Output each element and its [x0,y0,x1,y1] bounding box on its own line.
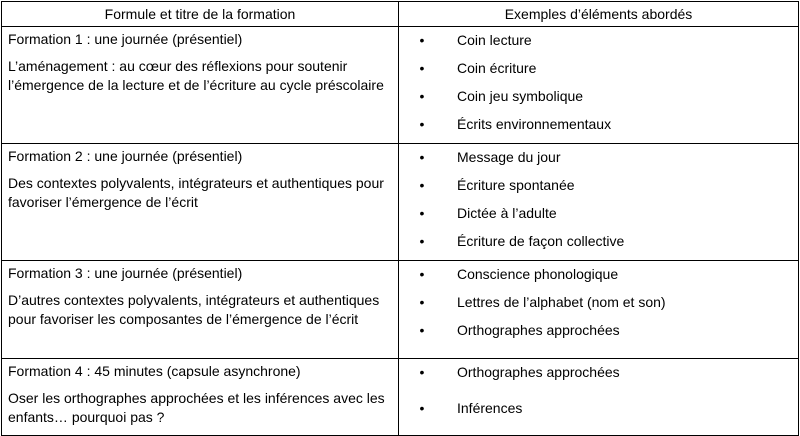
bullet-icon: • [419,322,425,338]
formation-formula: Formation 4 : 45 minutes (capsule asynchrone) [8,363,301,379]
formation-cell [2,359,399,436]
list-item [399,363,798,382]
list-item-label: Coin lecture [457,32,532,48]
examples-cell [399,261,799,359]
list-item [399,232,798,251]
bullet-icon: • [419,32,425,48]
list-item-label: Dictée à l’adulte [457,205,557,221]
bullet-icon: • [419,294,425,310]
list-item [399,59,798,78]
list-item [399,204,798,223]
formation-cell [2,144,399,261]
list-item [399,176,798,195]
list-item [399,399,798,418]
bullet-icon: • [419,233,425,249]
formation-cell [2,261,399,359]
list-item [399,87,798,106]
examples-list [399,148,798,251]
list-item-label: Inférences [457,400,523,416]
examples-list [399,363,798,418]
table-row [2,144,799,261]
header-formula-title: Formule et titre de la formation [2,2,399,27]
list-item-label: Orthographes approchées [457,322,620,338]
table-row [2,359,799,436]
list-item-label: Conscience phonologique [457,266,619,282]
examples-list [399,265,798,340]
formations-table [1,1,799,436]
list-item-label: Coin jeu symbolique [457,88,584,104]
list-item [399,265,798,284]
bullet-icon: • [419,400,425,416]
bullet-icon: • [419,364,425,380]
formation-formula: Formation 2 : une journée (présentiel) [8,148,243,164]
list-item-label: Écrits environnementaux [457,116,612,132]
list-item-label: Coin écriture [457,60,537,76]
header-examples: Exemples d’éléments abordés [399,2,799,27]
examples-cell [399,359,799,436]
table-row [2,27,799,144]
formation-formula: Formation 3 : une journée (présentiel) [8,265,243,281]
table-row [2,261,799,359]
list-item [399,31,798,50]
formation-cell [2,27,399,144]
list-item [399,321,798,340]
list-item [399,293,798,312]
list-item-label: Message du jour [457,149,561,165]
list-item-label: Lettres de l’alphabet (nom et son) [457,294,666,310]
bullet-icon: • [419,177,425,193]
formation-title: Des contextes polyvalents, intégrateurs et authentiques pour favoriser l’émergence de l’écrit [8,175,384,210]
list-item-label: Orthographes approchées [457,364,620,380]
list-item [399,148,798,167]
bullet-icon: • [419,60,425,76]
bullet-icon: • [419,149,425,165]
bullet-icon: • [419,205,425,221]
examples-cell [399,27,799,144]
formation-title: Oser les orthographes approchées et les inférences avec les enfants… pourquoi pas ? [8,390,385,425]
list-item [399,115,798,134]
bullet-icon: • [419,88,425,104]
bullet-icon: • [419,266,425,282]
formation-title: L’aménagement : au cœur des réflexions pour soutenir l’émergence de la lecture et de l’écriture au cycle préscolaire [8,58,384,93]
formation-title: D’autres contextes polyvalents, intégrateurs et authentiques pour favoriser les composantes de l’émergence de l’écrit [8,292,380,327]
examples-list [399,31,798,134]
list-item-label: Écriture spontanée [457,177,575,193]
bullet-icon: • [419,116,425,132]
examples-cell [399,144,799,261]
formation-formula: Formation 1 : une journée (présentiel) [8,31,243,47]
header-row [2,2,799,27]
list-item-label: Écriture de façon collective [457,233,625,249]
